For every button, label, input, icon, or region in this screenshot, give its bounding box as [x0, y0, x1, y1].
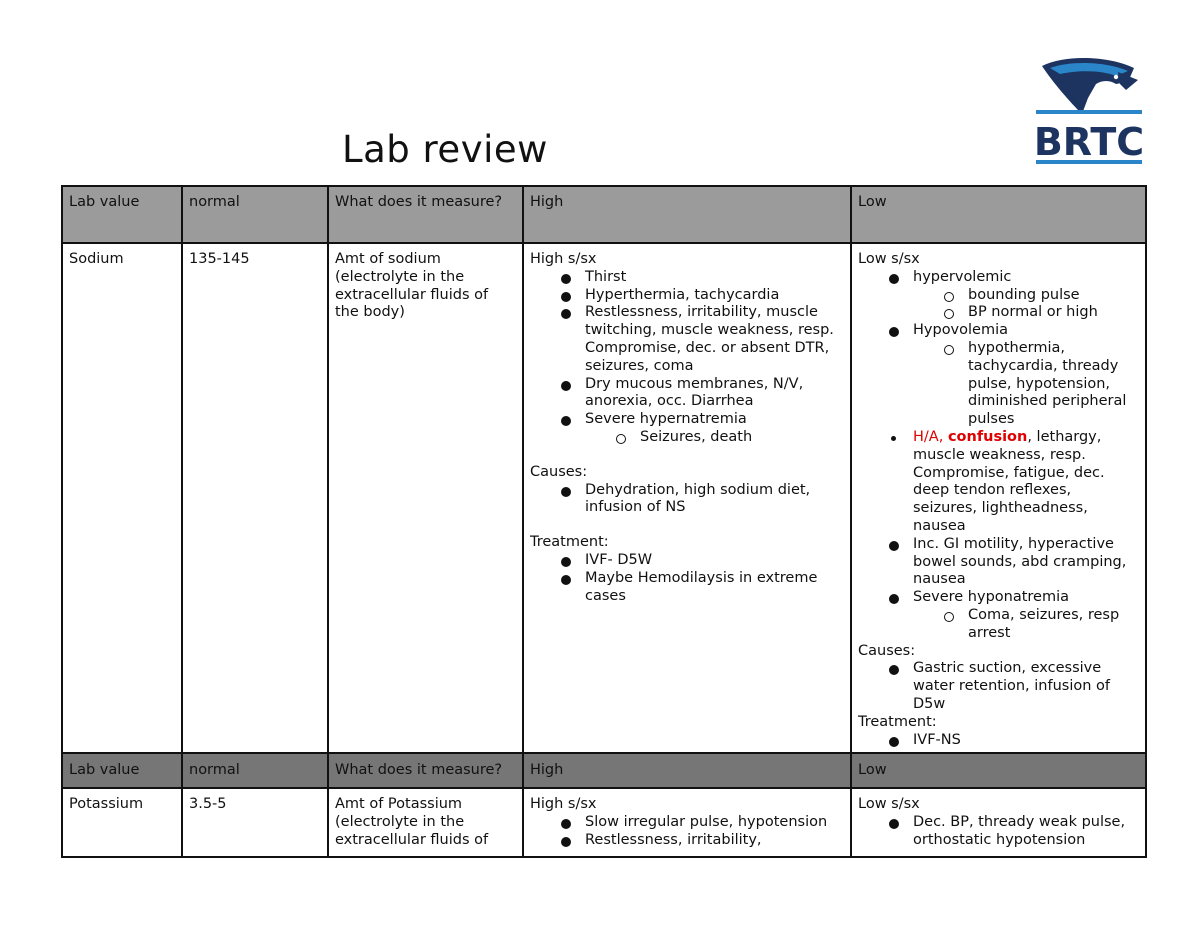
- hypovolemia-sublist: [913, 340, 1139, 429]
- potassium-high-list: [530, 814, 844, 850]
- hawk-logo-icon: [1030, 54, 1148, 166]
- sodium-high-list: [530, 269, 844, 429]
- page-title: Lab review: [342, 128, 548, 171]
- confusion-text: confusion: [947, 428, 1028, 445]
- list-item: hypothermia, tachycardia, thready pulse, hypotension, diminished peripheral pulses: [968, 340, 1139, 429]
- table-header-row: [62, 186, 1146, 243]
- ha-text: H/A,: [913, 428, 948, 445]
- neuro-text: , lethargy, muscle weakness, resp. Compromise, fatigue, dec. deep tendon reflexes, seizures, lightheadness, nausea: [913, 428, 1105, 534]
- potassium-lab: Potassium: [62, 788, 182, 857]
- sodium-lab: Sodium: [62, 243, 182, 753]
- sodium-high-treatment: [530, 552, 844, 605]
- sodium-low-treatment-label: Treatment:: [858, 713, 937, 730]
- potassium-low-list: [858, 814, 1139, 850]
- header-measure: What does it measure?: [328, 753, 523, 788]
- list-item: Dec. BP, thready weak pulse, orthostatic hypotension: [913, 814, 1139, 850]
- list-item: Seizures, death: [640, 429, 844, 447]
- lab-review-table: [61, 185, 1147, 858]
- list-item: Restlessness, irritability, muscle twitching, muscle weakness, resp. Compromise, dec. or absent DTR, seizures, coma: [585, 304, 844, 375]
- header-high: High: [523, 753, 851, 788]
- list-item: Severe hypernatremia: [585, 411, 844, 429]
- potassium-high-cell: [523, 788, 851, 857]
- header-normal: normal: [182, 186, 328, 243]
- brtc-logo: [1030, 54, 1148, 166]
- sodium-high-causes: [530, 482, 844, 518]
- sodium-low-causes: [858, 660, 1139, 713]
- list-item: IVF- D5W: [585, 552, 844, 570]
- list-item: Dry mucous membranes, N/V, anorexia, occ. Diarrhea: [585, 376, 844, 412]
- list-item: [913, 269, 1139, 322]
- list-item: Gastric suction, excessive water retention, infusion of D5w: [913, 660, 1139, 713]
- sodium-low-heading: Low s/sx: [858, 251, 920, 267]
- hypervolemic-sublist: [913, 287, 1139, 323]
- list-item: BP normal or high: [968, 304, 1139, 322]
- sodium-high-treatment-label: Treatment:: [530, 534, 609, 551]
- list-item: [913, 322, 1139, 429]
- sodium-low-treatment: [858, 732, 1139, 750]
- severe-label: Severe hyponatremia: [913, 589, 1070, 606]
- header-lab-value: Lab value: [62, 753, 182, 788]
- sodium-high-cell: [523, 243, 851, 753]
- table-row-potassium: [62, 788, 1146, 857]
- sodium-high-sublist: [530, 429, 844, 447]
- table-row-sodium: [62, 243, 1146, 753]
- header-high: High: [523, 186, 851, 243]
- severe-sublist: [913, 607, 1139, 643]
- list-item: Hyperthermia, tachycardia: [585, 287, 844, 305]
- list-item: Dehydration, high sodium diet, infusion of NS: [585, 482, 844, 518]
- list-item: [913, 429, 1139, 536]
- potassium-low-heading: Low s/sx: [858, 796, 920, 813]
- sodium-low-causes-label: Causes:: [858, 642, 916, 659]
- list-item: Restlessness, irritability,: [585, 832, 844, 850]
- potassium-low-cell: [851, 788, 1146, 857]
- list-item: bounding pulse: [968, 287, 1139, 305]
- potassium-normal: 3.5-5: [182, 788, 328, 857]
- header-lab-value: Lab value: [62, 186, 182, 243]
- sodium-normal: 135-145: [182, 243, 328, 753]
- hypovolemia-label: Hypovolemia: [913, 322, 1009, 339]
- list-item: Slow irregular pulse, hypotension: [585, 814, 844, 832]
- list-item: Inc. GI motility, hyperactive bowel sounds, abd cramping, nausea: [913, 536, 1139, 589]
- header-low: Low: [851, 186, 1146, 243]
- hypervolemic-label: hypervolemic: [913, 268, 1012, 285]
- sodium-low-list: [858, 269, 1139, 643]
- sodium-low-cell: [851, 243, 1146, 753]
- sodium-high-causes-label: Causes:: [530, 463, 588, 480]
- list-item: Maybe Hemodilaysis in extreme cases: [585, 570, 844, 606]
- list-item: IVF-NS: [913, 732, 1139, 750]
- potassium-high-heading: High s/sx: [530, 796, 597, 813]
- header-low: Low: [851, 753, 1146, 788]
- list-item: Thirst: [585, 269, 844, 287]
- table-header-row-2: [62, 753, 1146, 788]
- sodium-high-heading: High s/sx: [530, 251, 597, 267]
- potassium-measure: Amt of Potassium (electrolyte in the extracellular fluids of: [328, 788, 523, 857]
- sodium-measure: Amt of sodium (electrolyte in the extracellular fluids of the body): [328, 243, 523, 753]
- header-normal: normal: [182, 753, 328, 788]
- list-item: [913, 589, 1139, 642]
- logo-text: BRTC: [1033, 120, 1145, 164]
- list-item: Coma, seizures, resp arrest: [968, 607, 1139, 643]
- header-measure: What does it measure?: [328, 186, 523, 243]
